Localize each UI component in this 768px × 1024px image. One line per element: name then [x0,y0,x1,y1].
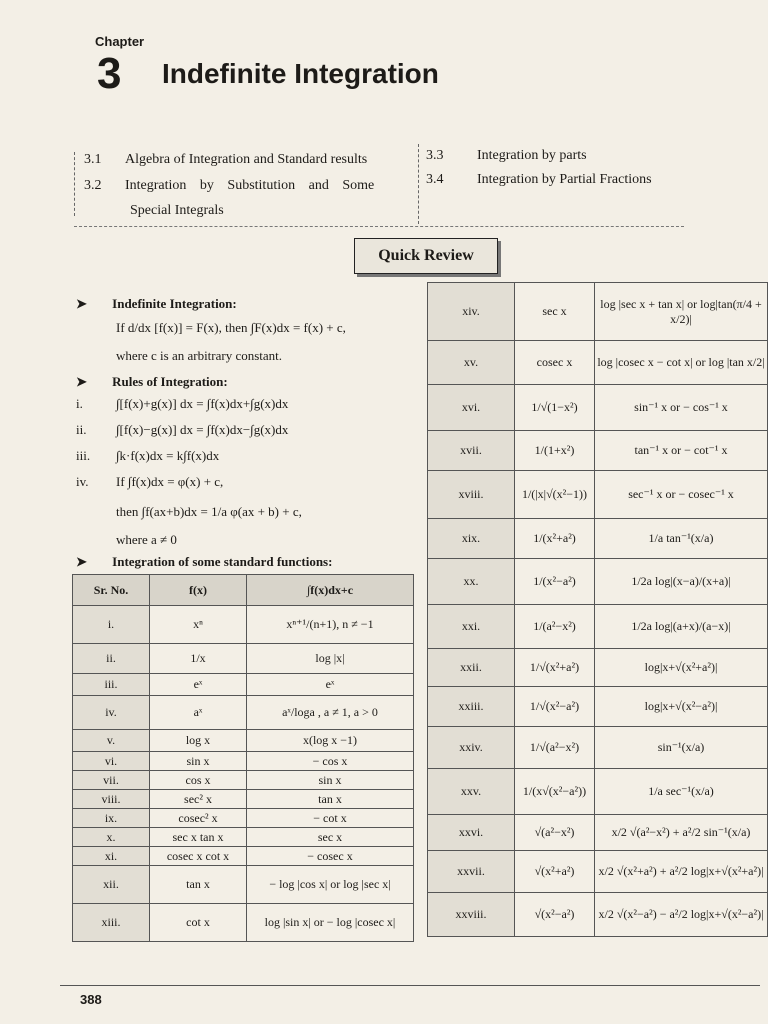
toc-divider-middle [418,144,419,224]
rule-condition: where a ≠ 0 [116,532,177,547]
chapter-title: Indefinite Integration [162,58,439,89]
table-row [73,771,414,790]
cell-fx: 1/√(x²−a²) [515,687,595,727]
cell-integral: xⁿ⁺¹/(n+1), n ≠ −1 [247,606,414,644]
cell-sr: xxii. [428,649,515,687]
table-row [73,847,414,866]
cell-fx: sin x [150,752,247,771]
cell-fx: √(x²+a²) [515,851,595,893]
cell-fx: cot x [150,904,247,942]
cell-integral: x/2 √(x²−a²) − a²/2 log|x+√(x²−a²)| [595,893,768,937]
arrow-bullet-icon: ➤ [76,374,87,389]
table-row [428,471,768,519]
cell-sr: xix. [428,519,515,559]
cell-fx: eˣ [150,674,247,696]
table-row [73,606,414,644]
cell-sr: xxvii. [428,851,515,893]
section-heading: ➤ Indefinite Integration: [76,296,237,311]
cell-fx: 1/√(x²+a²) [515,649,595,687]
cell-integral: log|x+√(x²+a²)| [595,649,768,687]
table-row [73,696,414,730]
table-row [428,385,768,431]
cell-fx: sec² x [150,790,247,809]
cell-integral: log |sin x| or − log |cosec x| [247,904,414,942]
cell-sr: xviii. [428,471,515,519]
standard-integrals-table-right [427,282,768,937]
table-of-contents [74,144,684,227]
cell-sr: xiv. [428,283,515,341]
cell-integral: sin x [247,771,414,790]
cell-fx: cos x [150,771,247,790]
cell-fx: √(x²−a²) [515,893,595,937]
cell-sr: xvii. [428,431,515,471]
table-row [73,644,414,674]
cell-sr: xx. [428,559,515,605]
table-row [428,283,768,341]
table-row [73,828,414,847]
table-row [73,730,414,752]
table-row [428,431,768,471]
cell-integral: − cot x [247,809,414,828]
cell-fx: cosec x cot x [150,847,247,866]
table-row [73,752,414,771]
footer-rule [60,985,760,986]
cell-sr: xxi. [428,605,515,649]
cell-sr: xv. [428,341,515,385]
rule-item: iii. ∫k·f(x)dx = k∫f(x)dx [76,448,220,463]
cell-fx: 1/(x²+a²) [515,519,595,559]
cell-fx: 1/(x²−a²) [515,559,595,605]
cell-sr: i. [73,606,150,644]
table-row [73,790,414,809]
table-row [428,649,768,687]
cell-sr: xiii. [73,904,150,942]
table-row [428,605,768,649]
rule-item: iv. If ∫f(x)dx = φ(x) + c, [76,474,224,489]
toc-item[interactable]: 3.2 Integration by Substitution and Some [84,178,375,193]
cell-sr: v. [73,730,150,752]
cell-fx: tan x [150,866,247,904]
table-row [73,904,414,942]
cell-integral: 1/2a log|(x−a)/(x+a)| [595,559,768,605]
cell-integral: log |x| [247,644,414,674]
table-row [428,851,768,893]
cell-fx: sec x tan x [150,828,247,847]
arrow-bullet-icon: ➤ [76,296,87,311]
cell-sr: xxiv. [428,727,515,769]
cell-fx: 1/√(a²−x²) [515,727,595,769]
cell-fx: sec x [515,283,595,341]
cell-sr: vi. [73,752,150,771]
cell-integral: log |sec x + tan x| or log|tan(π/4 + x/2)| [595,283,768,341]
definition-line: If d/dx [f(x)] = F(x), then ∫F(x)dx = f(x) + c, [116,320,346,335]
rule-item: ii. ∫[f(x)−g(x)] dx = ∫f(x)dx−∫g(x)dx [76,422,289,437]
cell-integral: − cos x [247,752,414,771]
cell-fx: aˣ [150,696,247,730]
cell-fx: √(a²−x²) [515,815,595,851]
cell-sr: vii. [73,771,150,790]
cell-sr: xxiii. [428,687,515,727]
page-number: 388 [80,992,102,1007]
cell-sr: x. [73,828,150,847]
cell-sr: xxvi. [428,815,515,851]
cell-integral: aˣ/loga , a ≠ 1, a > 0 [247,696,414,730]
chapter-number: 3 [97,49,122,98]
toc-item[interactable]: 3.1 Algebra of Integration and Standard results [84,152,368,167]
cell-integral: 1/a sec⁻¹(x/a) [595,769,768,815]
cell-integral: x(log x −1) [247,730,414,752]
cell-sr: xvi. [428,385,515,431]
cell-integral: x/2 √(a²−x²) + a²/2 sin⁻¹(x/a) [595,815,768,851]
col-header-integral: ∫f(x)dx+c [247,575,414,606]
cell-fx: 1/x [150,644,247,674]
table-row [428,687,768,727]
cell-fx: 1/(1+x²) [515,431,595,471]
cell-fx: cosec² x [150,809,247,828]
toc-item[interactable]: Special Integrals [130,203,224,218]
cell-fx: 1/(|x|√(x²−1)) [515,471,595,519]
arrow-bullet-icon: ➤ [76,554,87,569]
cell-integral: log |cosec x − cot x| or log |tan x/2| [595,341,768,385]
cell-integral: sec⁻¹ x or − cosec⁻¹ x [595,471,768,519]
table-row [73,866,414,904]
cell-sr: iv. [73,696,150,730]
table-row [428,519,768,559]
cell-integral: − log |cos x| or log |sec x| [247,866,414,904]
cell-sr: xi. [73,847,150,866]
cell-fx: log x [150,730,247,752]
col-header-sr: Sr. No. [73,575,150,606]
cell-sr: ix. [73,809,150,828]
toc-item[interactable]: 3.4 Integration by Partial Fractions [426,172,652,187]
table-row [428,769,768,815]
table-row [428,893,768,937]
cell-fx: cosec x [515,341,595,385]
table-row [428,727,768,769]
toc-divider-left [74,152,75,216]
cell-integral: tan⁻¹ x or − cot⁻¹ x [595,431,768,471]
cell-sr: iii. [73,674,150,696]
toc-item[interactable]: 3.3 Integration by parts [426,148,587,163]
section-heading: ➤ Integration of some standard functions: [76,554,333,569]
cell-sr: ii. [73,644,150,674]
table-row [428,815,768,851]
cell-fx: 1/√(1−x²) [515,385,595,431]
table-row [428,559,768,605]
cell-integral: x/2 √(x²+a²) + a²/2 log|x+√(x²+a²)| [595,851,768,893]
rule-consequence: then ∫f(ax+b)dx = 1/a φ(ax + b) + c, [116,504,302,519]
cell-integral: 1/a tan⁻¹(x/a) [595,519,768,559]
standard-integrals-table-left [72,574,414,942]
cell-integral: tan x [247,790,414,809]
cell-sr: viii. [73,790,150,809]
cell-integral: log|x+√(x²−a²)| [595,687,768,727]
cell-fx: 1/(a²−x²) [515,605,595,649]
chapter-label: Chapter [95,34,145,49]
definition-note: where c is an arbitrary constant. [116,348,283,363]
cell-sr: xii. [73,866,150,904]
cell-sr: xxviii. [428,893,515,937]
cell-integral: sin⁻¹ x or − cos⁻¹ x [595,385,768,431]
cell-integral: sec x [247,828,414,847]
cell-integral: eˣ [247,674,414,696]
quick-review-box: Quick Review [354,238,498,274]
section-heading: ➤ Rules of Integration: [76,374,228,389]
cell-sr: xxv. [428,769,515,815]
cell-fx: 1/(x√(x²−a²)) [515,769,595,815]
cell-integral: sin⁻¹(x/a) [595,727,768,769]
col-header-fx: f(x) [150,575,247,606]
table-row [73,809,414,828]
rule-item: i. ∫[f(x)+g(x)] dx = ∫f(x)dx+∫g(x)dx [76,396,289,411]
cell-fx: xⁿ [150,606,247,644]
cell-integral: 1/2a log|(a+x)/(a−x)| [595,605,768,649]
cell-integral: − cosec x [247,847,414,866]
table-row [428,341,768,385]
table-header-row [73,575,414,606]
table-row [73,674,414,696]
